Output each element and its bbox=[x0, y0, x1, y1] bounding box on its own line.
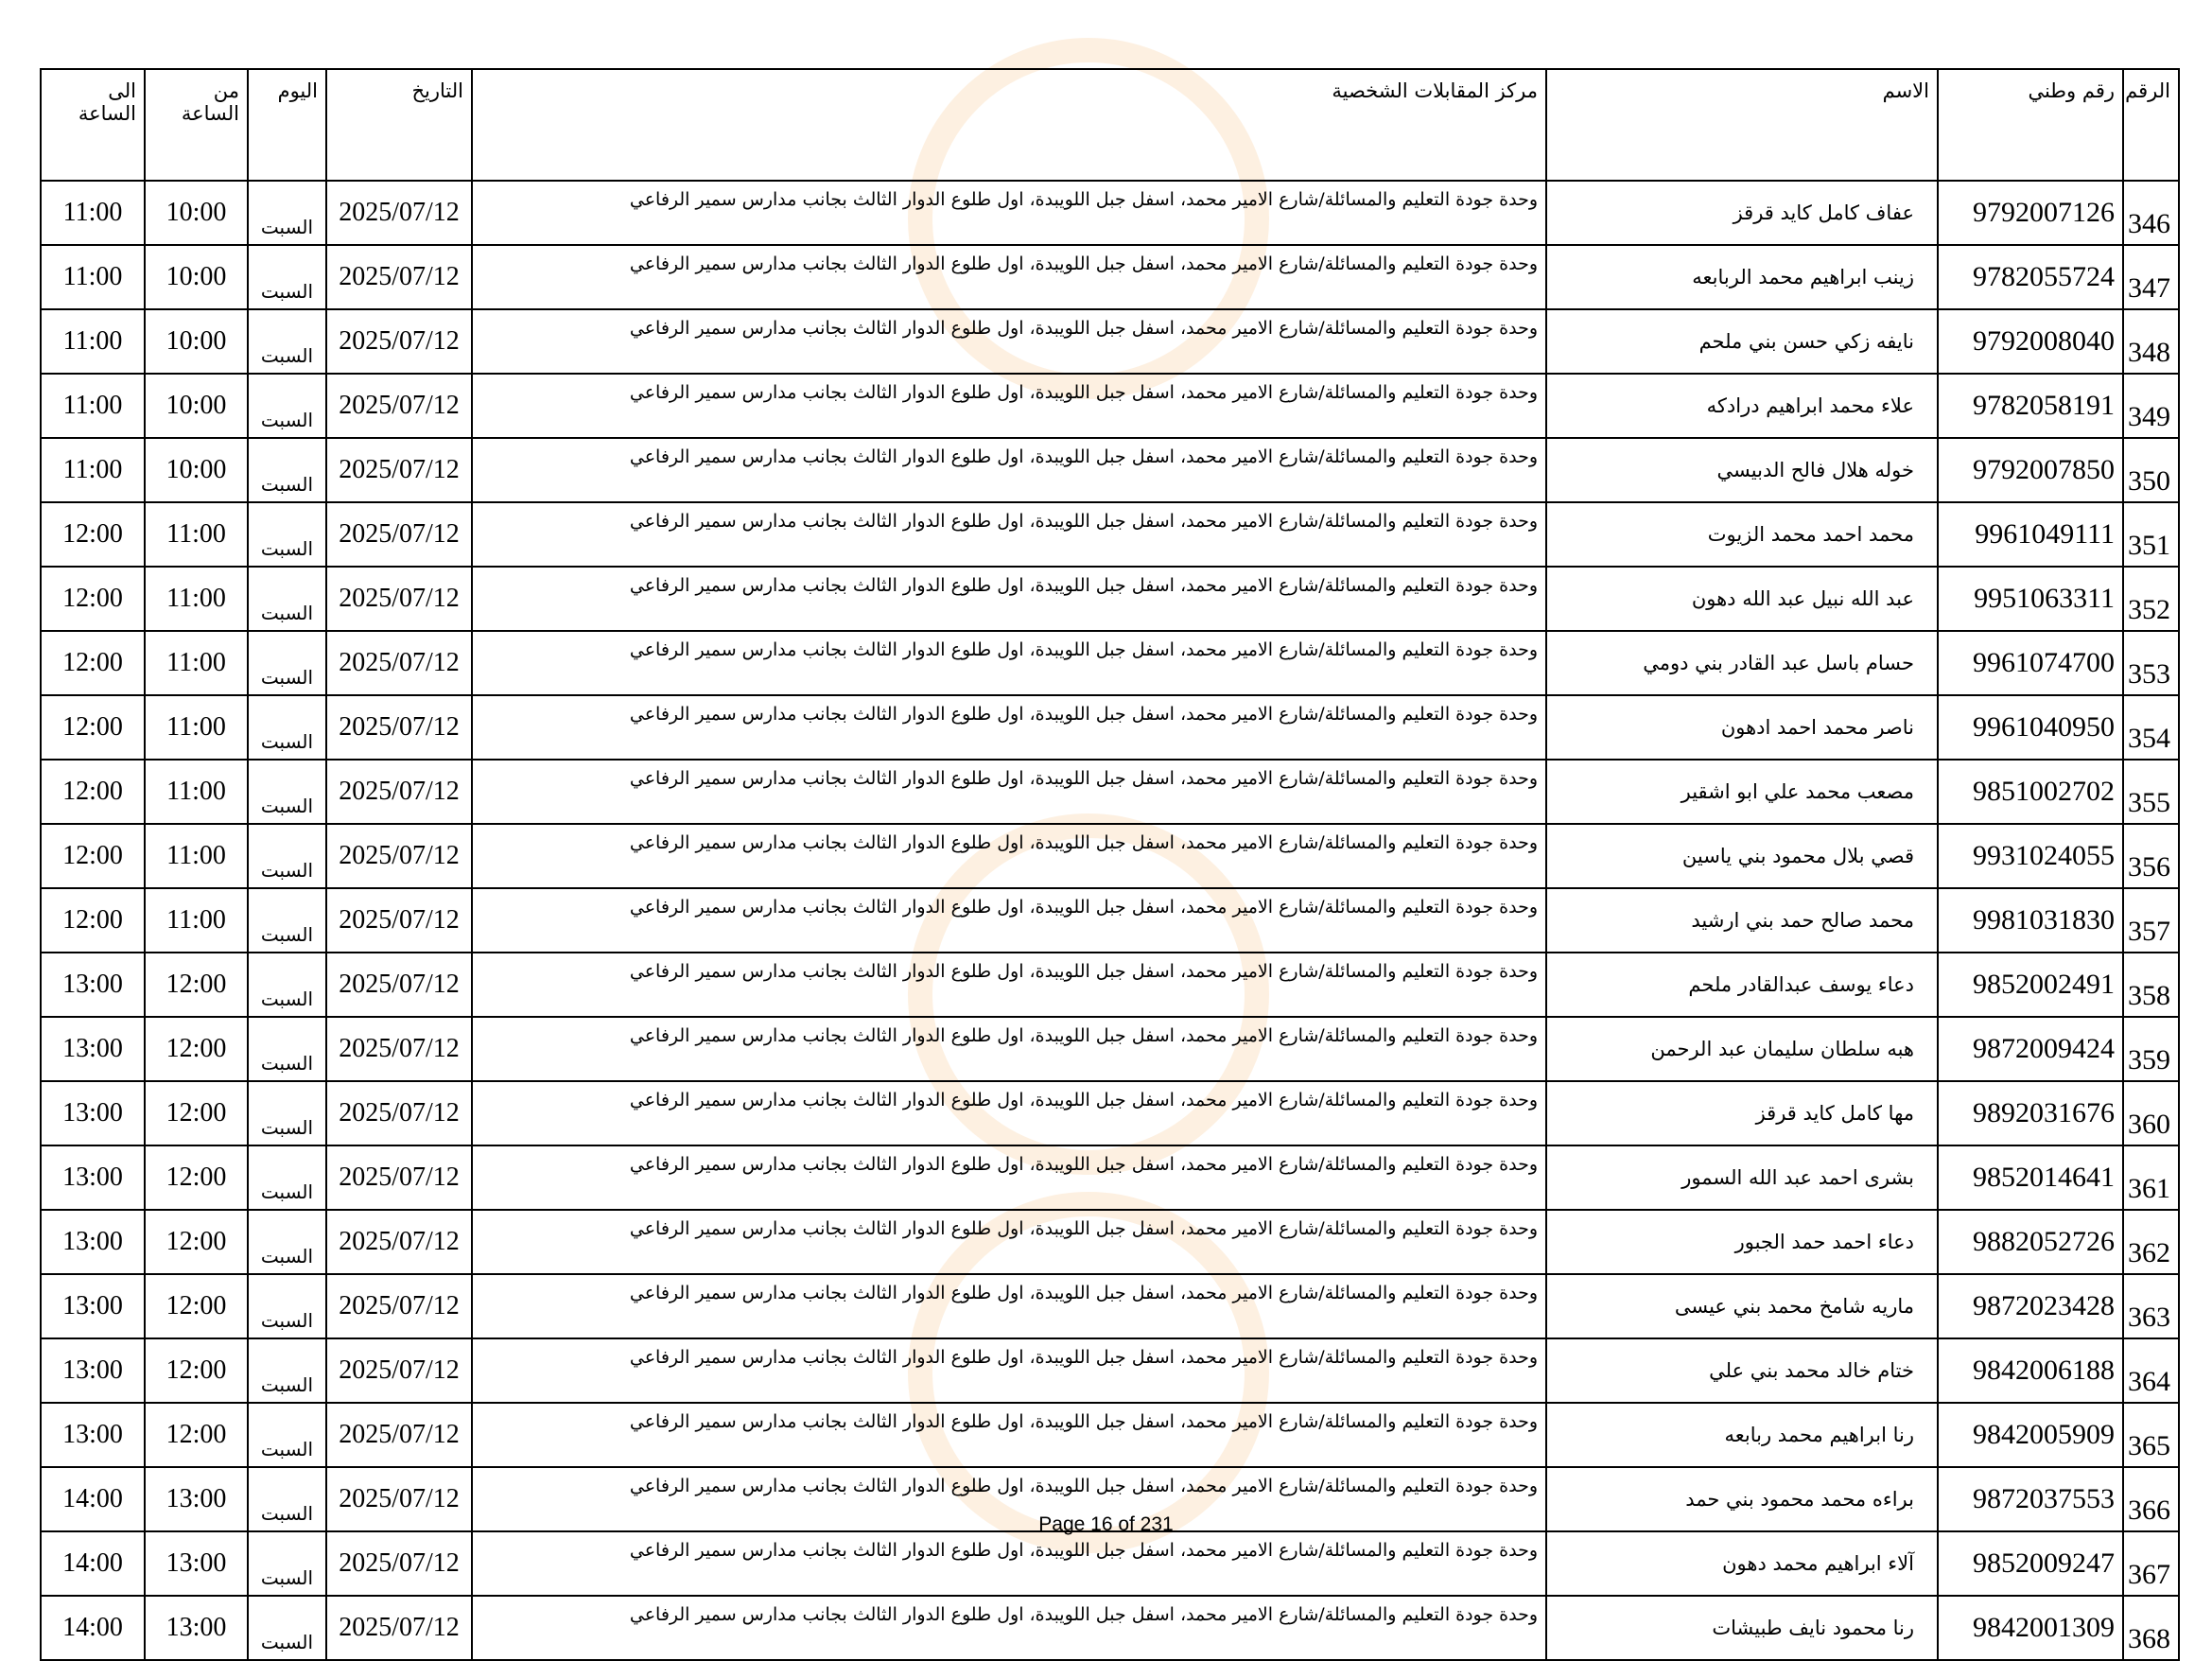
row-number: 354 bbox=[2123, 695, 2179, 760]
national-id: 9951063311 bbox=[1938, 567, 2123, 631]
national-id: 9931024055 bbox=[1938, 824, 2123, 888]
interview-day: السبت bbox=[248, 1081, 326, 1145]
to-time: 12:00 bbox=[41, 567, 145, 631]
table-body bbox=[41, 181, 2179, 1660]
row-number: 360 bbox=[2123, 1081, 2179, 1145]
from-time: 11:00 bbox=[145, 888, 248, 953]
interview-center: وحدة جودة التعليم والمسائلة/شارع الامير محمد، اسفل جبل اللويبدة، اول طلوع الدوار الثالث بجانب مدارس سمير الرفاعي bbox=[472, 695, 1546, 760]
table-row bbox=[41, 567, 2179, 631]
interview-center: وحدة جودة التعليم والمسائلة/شارع الامير محمد، اسفل جبل اللويبدة، اول طلوع الدوار الثالث بجانب مدارس سمير الرفاعي bbox=[472, 953, 1546, 1017]
interview-date: 2025/07/12 bbox=[326, 1531, 472, 1596]
interview-day: السبت bbox=[248, 1531, 326, 1596]
interview-day: السبت bbox=[248, 631, 326, 695]
row-number: 353 bbox=[2123, 631, 2179, 695]
interview-center: وحدة جودة التعليم والمسائلة/شارع الامير محمد، اسفل جبل اللويبدة، اول طلوع الدوار الثالث بجانب مدارس سمير الرفاعي bbox=[472, 309, 1546, 374]
national-id: 9792007850 bbox=[1938, 438, 2123, 502]
from-time: 12:00 bbox=[145, 1017, 248, 1081]
interview-day: السبت bbox=[248, 245, 326, 309]
row-number: 350 bbox=[2123, 438, 2179, 502]
applicant-name: علاء محمد ابراهيم درادكه bbox=[1546, 374, 1938, 438]
row-number: 351 bbox=[2123, 502, 2179, 567]
table-row bbox=[41, 760, 2179, 824]
row-number: 359 bbox=[2123, 1017, 2179, 1081]
to-time: 13:00 bbox=[41, 1338, 145, 1403]
interview-date: 2025/07/12 bbox=[326, 824, 472, 888]
row-number: 347 bbox=[2123, 245, 2179, 309]
interview-day: السبت bbox=[248, 1274, 326, 1338]
to-time: 13:00 bbox=[41, 1403, 145, 1467]
interview-day: السبت bbox=[248, 181, 326, 245]
to-time: 14:00 bbox=[41, 1596, 145, 1660]
interview-center: وحدة جودة التعليم والمسائلة/شارع الامير محمد، اسفل جبل اللويبدة، اول طلوع الدوار الثالث بجانب مدارس سمير الرفاعي bbox=[472, 1531, 1546, 1596]
national-id: 9872009424 bbox=[1938, 1017, 2123, 1081]
interview-day: السبت bbox=[248, 888, 326, 953]
table-row bbox=[41, 1145, 2179, 1210]
interview-center: وحدة جودة التعليم والمسائلة/شارع الامير محمد، اسفل جبل اللويبدة، اول طلوع الدوار الثالث بجانب مدارس سمير الرفاعي bbox=[472, 502, 1546, 567]
applicant-name: خوله هلال فالح الدبيسي bbox=[1546, 438, 1938, 502]
from-time: 11:00 bbox=[145, 502, 248, 567]
national-id: 9782055724 bbox=[1938, 245, 2123, 309]
table-row bbox=[41, 1210, 2179, 1274]
from-time: 12:00 bbox=[145, 1274, 248, 1338]
interview-date: 2025/07/12 bbox=[326, 1467, 472, 1531]
to-time: 13:00 bbox=[41, 1081, 145, 1145]
interview-center: وحدة جودة التعليم والمسائلة/شارع الامير محمد، اسفل جبل اللويبدة، اول طلوع الدوار الثالث بجانب مدارس سمير الرفاعي bbox=[472, 1596, 1546, 1660]
from-time: 11:00 bbox=[145, 760, 248, 824]
table-row bbox=[41, 1081, 2179, 1145]
from-time: 12:00 bbox=[145, 1403, 248, 1467]
table-row bbox=[41, 309, 2179, 374]
from-time: 12:00 bbox=[145, 1081, 248, 1145]
interview-date: 2025/07/12 bbox=[326, 1274, 472, 1338]
to-time: 14:00 bbox=[41, 1531, 145, 1596]
from-time: 11:00 bbox=[145, 695, 248, 760]
interview-date: 2025/07/12 bbox=[326, 1210, 472, 1274]
applicant-name: ماريه شامخ محمد بني عيسى bbox=[1546, 1274, 1938, 1338]
interview-date: 2025/07/12 bbox=[326, 953, 472, 1017]
table-row bbox=[41, 824, 2179, 888]
applicant-name: مها كامل كايد قرقز bbox=[1546, 1081, 1938, 1145]
interview-day: السبت bbox=[248, 760, 326, 824]
header-from: من الساعة bbox=[145, 69, 248, 181]
interview-day: السبت bbox=[248, 438, 326, 502]
applicant-name: محمد احمد محمد الزيوت bbox=[1546, 502, 1938, 567]
row-number: 368 bbox=[2123, 1596, 2179, 1660]
applicant-name: دعاء يوسف عبدالقادر ملحم bbox=[1546, 953, 1938, 1017]
to-time: 12:00 bbox=[41, 888, 145, 953]
interview-day: السبت bbox=[248, 374, 326, 438]
national-id: 9852014641 bbox=[1938, 1145, 2123, 1210]
to-time: 14:00 bbox=[41, 1467, 145, 1531]
interview-date: 2025/07/12 bbox=[326, 245, 472, 309]
to-time: 11:00 bbox=[41, 245, 145, 309]
interview-center: وحدة جودة التعليم والمسائلة/شارع الامير محمد، اسفل جبل اللويبدة، اول طلوع الدوار الثالث بجانب مدارس سمير الرفاعي bbox=[472, 1017, 1546, 1081]
interview-day: السبت bbox=[248, 1467, 326, 1531]
header-date: التاريخ bbox=[326, 69, 472, 181]
row-number: 349 bbox=[2123, 374, 2179, 438]
national-id: 9892031676 bbox=[1938, 1081, 2123, 1145]
national-id: 9872037553 bbox=[1938, 1467, 2123, 1531]
from-time: 10:00 bbox=[145, 181, 248, 245]
national-id: 9792007126 bbox=[1938, 181, 2123, 245]
row-number: 364 bbox=[2123, 1338, 2179, 1403]
interview-date: 2025/07/12 bbox=[326, 1017, 472, 1081]
national-id: 9961040950 bbox=[1938, 695, 2123, 760]
to-time: 12:00 bbox=[41, 824, 145, 888]
interview-center: وحدة جودة التعليم والمسائلة/شارع الامير محمد، اسفل جبل اللويبدة، اول طلوع الدوار الثالث بجانب مدارس سمير الرفاعي bbox=[472, 245, 1546, 309]
applicant-name: مصعب محمد علي ابو اشقير bbox=[1546, 760, 1938, 824]
table-row bbox=[41, 245, 2179, 309]
table-row bbox=[41, 888, 2179, 953]
national-id: 9981031830 bbox=[1938, 888, 2123, 953]
row-number: 363 bbox=[2123, 1274, 2179, 1338]
interview-center: وحدة جودة التعليم والمسائلة/شارع الامير محمد، اسفل جبل اللويبدة، اول طلوع الدوار الثالث بجانب مدارس سمير الرفاعي bbox=[472, 438, 1546, 502]
national-id: 9882052726 bbox=[1938, 1210, 2123, 1274]
national-id: 9961074700 bbox=[1938, 631, 2123, 695]
from-time: 12:00 bbox=[145, 1145, 248, 1210]
national-id: 9852009247 bbox=[1938, 1531, 2123, 1596]
applicant-name: قصي بلال محمود بني ياسين bbox=[1546, 824, 1938, 888]
row-number: 366 bbox=[2123, 1467, 2179, 1531]
interview-center: وحدة جودة التعليم والمسائلة/شارع الامير محمد، اسفل جبل اللويبدة، اول طلوع الدوار الثالث بجانب مدارس سمير الرفاعي bbox=[472, 374, 1546, 438]
applicant-name: ختام خالد محمد بني علي bbox=[1546, 1338, 1938, 1403]
row-number: 365 bbox=[2123, 1403, 2179, 1467]
row-number: 352 bbox=[2123, 567, 2179, 631]
applicant-name: آلاء ابراهيم محمد دهون bbox=[1546, 1531, 1938, 1596]
to-time: 12:00 bbox=[41, 631, 145, 695]
interview-date: 2025/07/12 bbox=[326, 567, 472, 631]
from-time: 11:00 bbox=[145, 567, 248, 631]
interview-date: 2025/07/12 bbox=[326, 374, 472, 438]
interview-center: وحدة جودة التعليم والمسائلة/شارع الامير محمد، اسفل جبل اللويبدة، اول طلوع الدوار الثالث بجانب مدارس سمير الرفاعي bbox=[472, 631, 1546, 695]
interview-date: 2025/07/12 bbox=[326, 309, 472, 374]
interview-date: 2025/07/12 bbox=[326, 1145, 472, 1210]
table-row bbox=[41, 1596, 2179, 1660]
table-row bbox=[41, 1274, 2179, 1338]
applicant-name: نايفه زكي حسن بني ملحم bbox=[1546, 309, 1938, 374]
to-time: 13:00 bbox=[41, 1017, 145, 1081]
to-time: 13:00 bbox=[41, 1210, 145, 1274]
to-time: 13:00 bbox=[41, 953, 145, 1017]
header-national-id: رقم وطني bbox=[1938, 69, 2123, 181]
interview-day: السبت bbox=[248, 1403, 326, 1467]
table-row bbox=[41, 953, 2179, 1017]
interview-center: وحدة جودة التعليم والمسائلة/شارع الامير محمد، اسفل جبل اللويبدة، اول طلوع الدوار الثالث بجانب مدارس سمير الرفاعي bbox=[472, 888, 1546, 953]
to-time: 11:00 bbox=[41, 438, 145, 502]
row-number: 358 bbox=[2123, 953, 2179, 1017]
interview-date: 2025/07/12 bbox=[326, 760, 472, 824]
applicant-name: هبه سلطان سليمان عبد الرحمن bbox=[1546, 1017, 1938, 1081]
to-time: 13:00 bbox=[41, 1145, 145, 1210]
header-day: اليوم bbox=[248, 69, 326, 181]
interview-date: 2025/07/12 bbox=[326, 502, 472, 567]
national-id: 9842001309 bbox=[1938, 1596, 2123, 1660]
to-time: 13:00 bbox=[41, 1274, 145, 1338]
national-id: 9872023428 bbox=[1938, 1274, 2123, 1338]
interview-schedule-table bbox=[40, 68, 2180, 1661]
page-number: Page 16 of 231 bbox=[1038, 1513, 1174, 1535]
table-row bbox=[41, 181, 2179, 245]
interview-center: وحدة جودة التعليم والمسائلة/شارع الامير محمد، اسفل جبل اللويبدة، اول طلوع الدوار الثالث بجانب مدارس سمير الرفاعي bbox=[472, 181, 1546, 245]
from-time: 10:00 bbox=[145, 374, 248, 438]
from-time: 10:00 bbox=[145, 438, 248, 502]
applicant-name: محمد صالح حمد بني ارشيد bbox=[1546, 888, 1938, 953]
from-time: 11:00 bbox=[145, 824, 248, 888]
header-to: الى الساعة bbox=[41, 69, 145, 181]
interview-date: 2025/07/12 bbox=[326, 1403, 472, 1467]
interview-date: 2025/07/12 bbox=[326, 695, 472, 760]
header-name: الاسم bbox=[1546, 69, 1938, 181]
row-number: 346 bbox=[2123, 181, 2179, 245]
national-id: 9851002702 bbox=[1938, 760, 2123, 824]
row-number: 362 bbox=[2123, 1210, 2179, 1274]
interview-date: 2025/07/12 bbox=[326, 1338, 472, 1403]
interview-center: وحدة جودة التعليم والمسائلة/شارع الامير محمد، اسفل جبل اللويبدة، اول طلوع الدوار الثالث بجانب مدارس سمير الرفاعي bbox=[472, 1467, 1546, 1531]
table-row bbox=[41, 438, 2179, 502]
interview-center: وحدة جودة التعليم والمسائلة/شارع الامير محمد، اسفل جبل اللويبدة، اول طلوع الدوار الثالث بجانب مدارس سمير الرفاعي bbox=[472, 1145, 1546, 1210]
row-number: 348 bbox=[2123, 309, 2179, 374]
from-time: 13:00 bbox=[145, 1467, 248, 1531]
national-id: 9852002491 bbox=[1938, 953, 2123, 1017]
applicant-name: ناصر محمد احمد ادهون bbox=[1546, 695, 1938, 760]
row-number: 356 bbox=[2123, 824, 2179, 888]
interview-day: السبت bbox=[248, 1338, 326, 1403]
row-number: 355 bbox=[2123, 760, 2179, 824]
row-number: 357 bbox=[2123, 888, 2179, 953]
to-time: 12:00 bbox=[41, 760, 145, 824]
table-header-row bbox=[41, 69, 2179, 181]
national-id: 9782058191 bbox=[1938, 374, 2123, 438]
to-time: 11:00 bbox=[41, 309, 145, 374]
interview-center: وحدة جودة التعليم والمسائلة/شارع الامير محمد، اسفل جبل اللويبدة، اول طلوع الدوار الثالث بجانب مدارس سمير الرفاعي bbox=[472, 567, 1546, 631]
table-row bbox=[41, 1403, 2179, 1467]
interview-center: وحدة جودة التعليم والمسائلة/شارع الامير محمد، اسفل جبل اللويبدة، اول طلوع الدوار الثالث بجانب مدارس سمير الرفاعي bbox=[472, 760, 1546, 824]
interview-day: السبت bbox=[248, 824, 326, 888]
interview-date: 2025/07/12 bbox=[326, 181, 472, 245]
to-time: 11:00 bbox=[41, 374, 145, 438]
table-row bbox=[41, 631, 2179, 695]
from-time: 12:00 bbox=[145, 1210, 248, 1274]
interview-day: السبت bbox=[248, 953, 326, 1017]
header-center: مركز المقابلات الشخصية bbox=[472, 69, 1546, 181]
row-number: 367 bbox=[2123, 1531, 2179, 1596]
interview-day: السبت bbox=[248, 309, 326, 374]
interview-center: وحدة جودة التعليم والمسائلة/شارع الامير محمد، اسفل جبل اللويبدة، اول طلوع الدوار الثالث بجانب مدارس سمير الرفاعي bbox=[472, 1403, 1546, 1467]
national-id: 9792008040 bbox=[1938, 309, 2123, 374]
from-time: 12:00 bbox=[145, 953, 248, 1017]
applicant-name: بشرى احمد عبد الله السمور bbox=[1546, 1145, 1938, 1210]
interview-date: 2025/07/12 bbox=[326, 888, 472, 953]
interview-center: وحدة جودة التعليم والمسائلة/شارع الامير محمد، اسفل جبل اللويبدة، اول طلوع الدوار الثالث بجانب مدارس سمير الرفاعي bbox=[472, 1081, 1546, 1145]
table-row bbox=[41, 1338, 2179, 1403]
applicant-name: دعاء احمد حمد الجبور bbox=[1546, 1210, 1938, 1274]
national-id: 9961049111 bbox=[1938, 502, 2123, 567]
interview-center: وحدة جودة التعليم والمسائلة/شارع الامير محمد، اسفل جبل اللويبدة، اول طلوع الدوار الثالث بجانب مدارس سمير الرفاعي bbox=[472, 1338, 1546, 1403]
national-id: 9842005909 bbox=[1938, 1403, 2123, 1467]
applicant-name: عفاف كامل كايد قرقز bbox=[1546, 181, 1938, 245]
interview-day: السبت bbox=[248, 567, 326, 631]
applicant-name: رنا ابراهيم محمد ربابعه bbox=[1546, 1403, 1938, 1467]
interview-day: السبت bbox=[248, 695, 326, 760]
interview-day: السبت bbox=[248, 1145, 326, 1210]
interview-center: وحدة جودة التعليم والمسائلة/شارع الامير محمد، اسفل جبل اللويبدة، اول طلوع الدوار الثالث بجانب مدارس سمير الرفاعي bbox=[472, 1210, 1546, 1274]
interview-date: 2025/07/12 bbox=[326, 1081, 472, 1145]
applicant-name: براءه محمد محمود بني حمد bbox=[1546, 1467, 1938, 1531]
row-number: 361 bbox=[2123, 1145, 2179, 1210]
national-id: 9842006188 bbox=[1938, 1338, 2123, 1403]
to-time: 11:00 bbox=[41, 181, 145, 245]
to-time: 12:00 bbox=[41, 502, 145, 567]
interview-day: السبت bbox=[248, 1017, 326, 1081]
from-time: 13:00 bbox=[145, 1531, 248, 1596]
interview-date: 2025/07/12 bbox=[326, 438, 472, 502]
table-row bbox=[41, 1531, 2179, 1596]
from-time: 11:00 bbox=[145, 631, 248, 695]
applicant-name: زينب ابراهيم محمد الربابعه bbox=[1546, 245, 1938, 309]
table-row bbox=[41, 374, 2179, 438]
from-time: 10:00 bbox=[145, 309, 248, 374]
interview-day: السبت bbox=[248, 1596, 326, 1660]
header-num: الرقم bbox=[2123, 69, 2179, 181]
applicant-name: رنا محمود نايف طبيشات bbox=[1546, 1596, 1938, 1660]
interview-day: السبت bbox=[248, 1210, 326, 1274]
interview-date: 2025/07/12 bbox=[326, 1596, 472, 1660]
applicant-name: عبد الله نبيل عبد الله دهون bbox=[1546, 567, 1938, 631]
interview-date: 2025/07/12 bbox=[326, 631, 472, 695]
to-time: 12:00 bbox=[41, 695, 145, 760]
applicant-name: حسام باسل عبد القادر بني دومي bbox=[1546, 631, 1938, 695]
table-row bbox=[41, 695, 2179, 760]
table-row bbox=[41, 502, 2179, 567]
interview-day: السبت bbox=[248, 502, 326, 567]
from-time: 10:00 bbox=[145, 245, 248, 309]
from-time: 12:00 bbox=[145, 1338, 248, 1403]
table-row bbox=[41, 1017, 2179, 1081]
interview-center: وحدة جودة التعليم والمسائلة/شارع الامير محمد، اسفل جبل اللويبدة، اول طلوع الدوار الثالث بجانب مدارس سمير الرفاعي bbox=[472, 824, 1546, 888]
interview-center: وحدة جودة التعليم والمسائلة/شارع الامير محمد، اسفل جبل اللويبدة، اول طلوع الدوار الثالث بجانب مدارس سمير الرفاعي bbox=[472, 1274, 1546, 1338]
from-time: 13:00 bbox=[145, 1596, 248, 1660]
